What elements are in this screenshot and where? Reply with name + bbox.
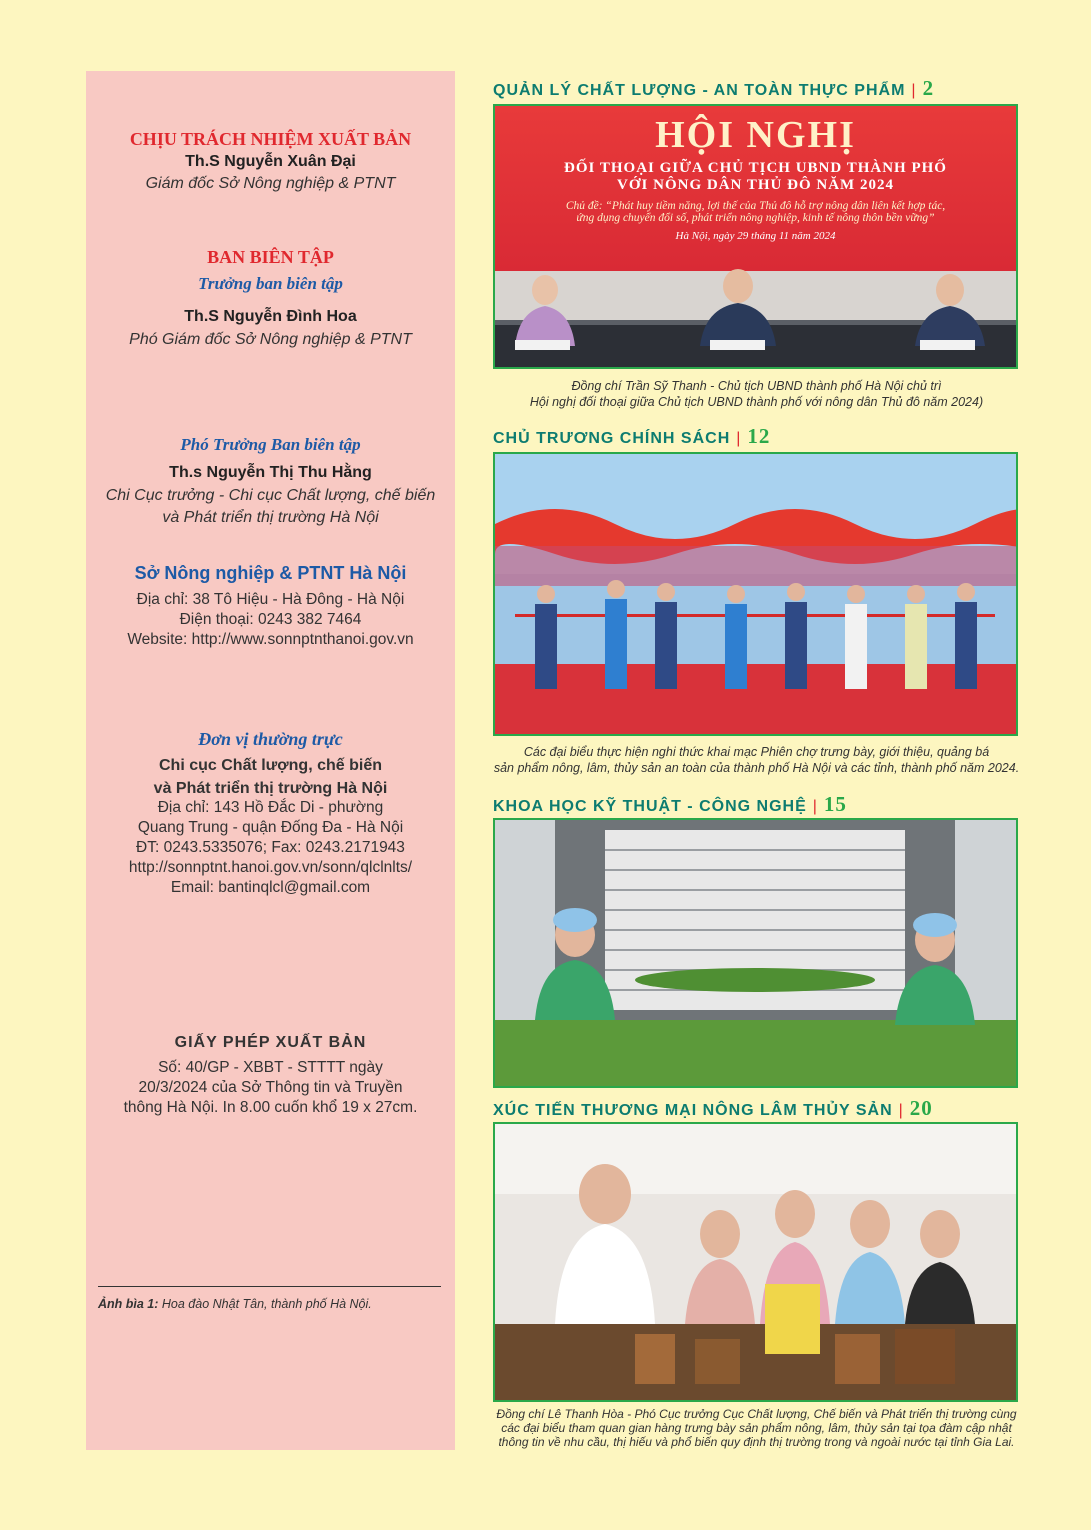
banner-theme-2: ứng dụng chuyển đổi số, phát triển nông nghiệp, kinh tế nông thôn bền vững” <box>576 212 935 224</box>
cover-note <box>98 1297 372 1311</box>
section-heading-technology[interactable]: KHOA HỌC KỸ THUẬT - CÔNG NGHỆ | 15 <box>493 792 847 816</box>
section-heading-trade[interactable]: XÚC TIẾN THƯƠNG MẠI NÔNG LÂM THỦY SẢN | 20 <box>493 1096 933 1120</box>
banner-date: Hà Nội, ngày 29 tháng 11 năm 2024 <box>675 230 836 242</box>
section-title: CHỦ TRƯƠNG CHÍNH SÁCH <box>493 430 731 447</box>
cover-label: Ảnh bìa 1: <box>98 1297 159 1311</box>
photo-product-booth <box>493 1122 1018 1402</box>
caption-line: các đại biểu tham quan gian hàng trưng bày sản phẩm nông, lâm, thủy sản tại tọa đàm cập nhật <box>501 1421 1012 1435</box>
unit-website[interactable]: http://sonnptnt.hanoi.gov.vn/sonn/qlclnlts/ <box>128 859 413 876</box>
publisher-title: Giám đốc Sở Nông nghiệp & PTNT <box>145 175 396 192</box>
section-heading-policy[interactable]: CHỦ TRƯƠNG CHÍNH SÁCH | 12 <box>493 424 771 448</box>
license-line-2: 20/3/2024 của Sở Thông tin và Truyền <box>138 1079 403 1096</box>
photo-conference <box>493 104 1018 369</box>
department-website[interactable]: Website: http://www.sonnptnthanoi.gov.vn <box>127 631 414 648</box>
caption-line: Đồng chí Lê Thanh Hòa - Phó Cục trưởng Cục Chất lượng, Chế biến và Phát triển thị trường cùng <box>496 1407 1017 1421</box>
caption-market-opening <box>490 744 1023 776</box>
section-title: QUẢN LÝ CHẤT LƯỢNG - AN TOÀN THỰC PHẨM <box>493 82 906 99</box>
caption-line: Đồng chí Trần Sỹ Thanh - Chủ tịch UBND thành phố Hà Nội chủ trì <box>571 379 942 393</box>
section-page: 2 <box>922 76 935 100</box>
section-page: 12 <box>747 424 771 448</box>
deputy-name: Th.s Nguyễn Thị Thu Hằng <box>169 464 372 481</box>
license-line-3: thông Hà Nội. In 8.00 cuốn khổ 19 x 27cm. <box>123 1099 418 1116</box>
unit-address-2: Quang Trung - quận Đống Đa - Hà Nội <box>137 819 404 836</box>
department-phone: Điện thoại: 0243 382 7464 <box>179 611 362 628</box>
unit-phone: ĐT: 0243.5335076; Fax: 0243.2171943 <box>136 839 405 856</box>
publisher-name: Th.S Nguyễn Xuân Đại <box>185 153 356 170</box>
unit-name-1: Chi cục Chất lượng, chế biến <box>159 757 382 774</box>
banner-subtitle-2: VỚI NÔNG DÂN THỦ ĐÔ NĂM 2024 <box>617 177 894 193</box>
license-block <box>86 1034 455 1118</box>
section-heading-quality[interactable]: QUẢN LÝ CHẤT LƯỢNG - AN TOÀN THỰC PHẨM | 2 <box>493 76 935 100</box>
section-title: KHOA HỌC KỸ THUẬT - CÔNG NGHỆ <box>493 798 807 815</box>
license-heading: GIẤY PHÉP XUẤT BẢN <box>174 1034 367 1051</box>
section-page: 15 <box>823 792 847 816</box>
publisher-block <box>86 129 455 193</box>
product-sign <box>765 1284 820 1354</box>
section-title: XÚC TIẾN THƯƠNG MẠI NÔNG LÂM THỦY SẢN <box>493 1102 893 1119</box>
cover-text: Hoa đào Nhật Tân, thành phố Hà Nội. <box>161 1297 372 1311</box>
banner-title: HỘI NGHỊ <box>655 114 856 156</box>
banner-theme-1: Chủ đề: “Phát huy tiềm năng, lợi thế của Thủ đô hỗ trợ nông dân liên kết hợp tác, <box>565 200 946 212</box>
publisher-heading: CHỊU TRÁCH NHIỆM XUẤT BẢN <box>129 129 412 149</box>
photo-market-opening <box>493 452 1018 736</box>
caption-line: Hội nghị đối thoại giữa Chủ tịch UBND thành phố với nông dân Thủ đô năm 2024) <box>529 395 984 409</box>
caption-line: sản phẩm nông, lâm, thủy sản an toàn của thành phố Hà Nội và các tỉnh, thành phố năm 2024. <box>493 761 1020 775</box>
leaves-tray <box>495 1020 1016 1086</box>
deputy-label: Phó Trưởng Ban biên tập <box>180 435 361 454</box>
unit-name-2: và Phát triển thị trường Hà Nội <box>153 780 388 797</box>
photo-drying-machine <box>493 818 1018 1088</box>
product-booth-scene <box>495 1124 1016 1400</box>
masthead-panel <box>86 71 455 1450</box>
deputy-block <box>86 435 455 527</box>
caption-product-booth <box>490 1407 1023 1449</box>
board-chief-title: Phó Giám đốc Sở Nông nghiệp & PTNT <box>129 331 412 348</box>
board-chief-name: Th.S Nguyễn Đình Hoa <box>184 308 357 325</box>
deputy-title-1: Chi Cục trưởng - Chi cục Chất lượng, chế biến <box>105 487 436 504</box>
drying-machine-scene <box>495 820 1016 1086</box>
caption-conference <box>490 378 1023 410</box>
section-page: 20 <box>909 1096 933 1120</box>
red-carpet <box>495 664 1016 734</box>
unit-block <box>86 729 455 898</box>
market-opening-scene <box>495 454 1016 734</box>
deputy-title-2: và Phát triển thị trường Hà Nội <box>162 509 379 526</box>
banner-subtitle-1: ĐỐI THOẠI GIỮA CHỦ TỊCH UBND THÀNH PHỐ <box>564 160 947 176</box>
unit-email[interactable]: Email: bantinqlcl@gmail.com <box>170 879 371 896</box>
caption-line: thông tin về nhu cầu, thị hiếu và phổ biến quy định thị trường trong và ngoài nước tại tỉnh Gia Lai. <box>498 1435 1015 1449</box>
unit-label: Đơn vị thường trực <box>198 729 343 749</box>
department-heading: Sở Nông nghiệp & PTNT Hà Nội <box>134 563 407 583</box>
caption-line: Các đại biểu thực hiện nghi thức khai mạc Phiên chợ trưng bày, giới thiệu, quảng bá <box>523 745 990 759</box>
board-heading: BAN BIÊN TẬP <box>207 247 334 267</box>
license-line-1: Số: 40/GP - XBBT - STTTT ngày <box>158 1059 383 1076</box>
board-chief-label: Trưởng ban biên tập <box>198 274 343 293</box>
department-address: Địa chỉ: 38 Tô Hiệu - Hà Đông - Hà Nội <box>136 591 405 608</box>
divider <box>98 1286 441 1287</box>
unit-address-1: Địa chỉ: 143 Hồ Đắc Di - phường <box>157 799 384 816</box>
board-block <box>86 247 455 349</box>
department-block <box>86 563 455 650</box>
